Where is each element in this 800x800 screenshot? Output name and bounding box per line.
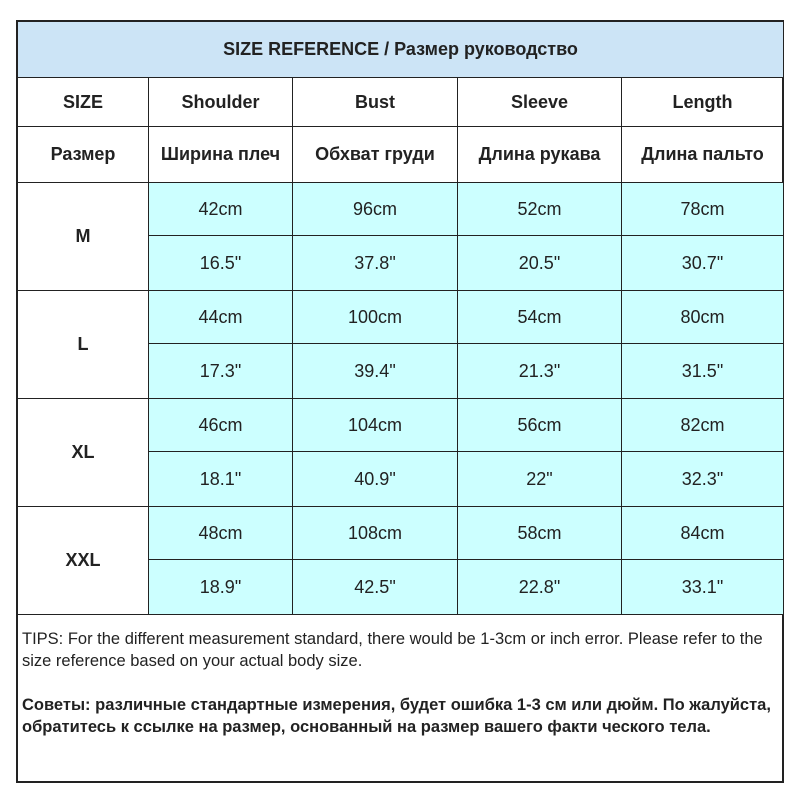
value-cell: 42cm [149,183,293,236]
tips-en: TIPS: For the different measurement standard, there would be 1-3cm or inch error. Please refer to the size reference based on your actual body size. [22,630,763,670]
size-label-l: L [18,291,149,399]
size-label-xl: XL [18,399,149,507]
header-length-ru: Длина пальто [622,127,784,183]
value-cell: 22.8" [458,560,622,615]
value-cell: 48cm [149,507,293,560]
value-cell: 82cm [622,399,784,452]
value-cell: 52cm [458,183,622,236]
value-cell: 40.9" [293,452,458,507]
value-cell: 44cm [149,291,293,344]
value-cell: 108cm [293,507,458,560]
value-cell: 104cm [293,399,458,452]
value-cell: 37.8" [293,236,458,291]
size-table [17,21,784,615]
table-row [18,399,784,452]
tips-ru: Советы: различные стандартные измерения, будет ошибка 1-3 см или дюйм. По жалуйста, обратитесь к ссылке на размер, основанный на размер вашего факти ческого тела. [22,696,771,736]
title-ru: Размер руководство [394,39,578,59]
size-chart [16,20,784,783]
header-size: SIZE [18,78,149,127]
title-separator: / [384,39,390,59]
table-row [18,183,784,236]
value-cell: 18.1" [149,452,293,507]
value-cell: 84cm [622,507,784,560]
value-cell: 56cm [458,399,622,452]
value-cell: 54cm [458,291,622,344]
header-row-ru [18,127,784,183]
value-cell: 100cm [293,291,458,344]
header-length: Length [622,78,784,127]
table-row [18,507,784,560]
value-cell: 31.5" [622,344,784,399]
header-shoulder: Shoulder [149,78,293,127]
value-cell: 18.9" [149,560,293,615]
title-en: SIZE REFERENCE [223,39,380,59]
value-cell: 22" [458,452,622,507]
value-cell: 96cm [293,183,458,236]
value-cell: 39.4" [293,344,458,399]
value-cell: 21.3" [458,344,622,399]
header-shoulder-ru: Ширина плеч [149,127,293,183]
size-label-m: M [18,183,149,291]
header-sleeve: Sleeve [458,78,622,127]
header-size-ru: Размер [18,127,149,183]
table-row [18,291,784,344]
value-cell: 30.7" [622,236,784,291]
header-sleeve-ru: Длина рукава [458,127,622,183]
value-cell: 33.1" [622,560,784,615]
value-cell: 42.5" [293,560,458,615]
table-title [18,22,784,78]
value-cell: 58cm [458,507,622,560]
size-label-xxl: XXL [18,507,149,615]
value-cell: 80cm [622,291,784,344]
value-cell: 17.3" [149,344,293,399]
value-cell: 32.3" [622,452,784,507]
header-bust: Bust [293,78,458,127]
tips-section [22,628,778,738]
header-row-en [18,78,784,127]
value-cell: 46cm [149,399,293,452]
value-cell: 16.5" [149,236,293,291]
value-cell: 78cm [622,183,784,236]
header-bust-ru: Обхват груди [293,127,458,183]
value-cell: 20.5" [458,236,622,291]
